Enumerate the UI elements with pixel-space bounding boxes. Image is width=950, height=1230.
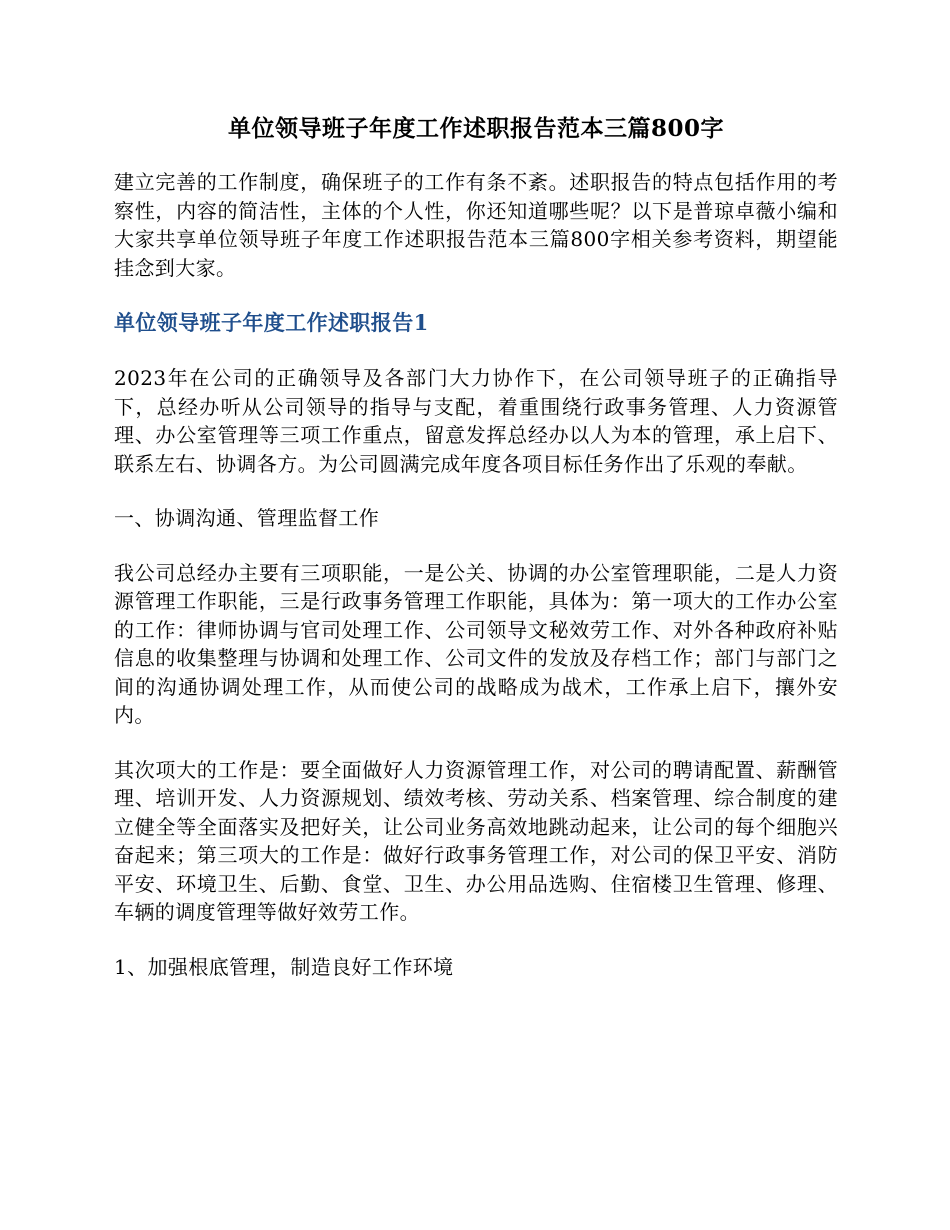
intro-paragraph: 建立完善的工作制度，确保班子的工作有条不紊。述职报告的特点包括作用的考察性，内容的简洁性，主体的个人性，你还知道哪些呢？以下是普琼卓薇小编和大家共享单位领导班子年度工作述职报告范本三篇800字相关参考资料，期望能挂念到大家。 <box>114 170 838 280</box>
section-heading-1: 单位领导班子年度工作述职报告1 <box>114 310 429 335</box>
subheading-basic-management: 1、加强根底管理，制造良好工作环境 <box>114 954 454 979</box>
section1-paragraph-1: 2023年在公司的正确领导及各部门大力协作下，在公司领导班子的正确指导下，总经办听从公司领导的指导与支配，着重围绕行政事务管理、人力资源管理、办公室管理等三项工作重点，留意发挥总经办以人为本的管理，承上启下、联系左右、协调各方。为公司圆满完成年度各项目标任务作出了乐观的奉献。 <box>114 366 838 476</box>
section1-paragraph-3: 其次项大的工作是：要全面做好人力资源管理工作，对公司的聘请配置、薪酬管理、培训开发、人力资源规划、绩效考核、劳动关系、档案管理、综合制度的建立健全等全面落实及把好关，让公司业务高效地跳动起来，让公司的每个细胞兴奋起来；第三项大的工作是：做好行政事务管理工作，对公司的保卫平安、消防平安、环境卫生、后勤、食堂、卫生、办公用品选购、住宿楼卫生管理、修理、车辆的调度管理等做好效劳工作。 <box>114 757 838 924</box>
document-title: 单位领导班子年度工作述职报告范本三篇800字 <box>227 115 724 142</box>
section1-paragraph-2: 我公司总经办主要有三项职能，一是公关、协调的办公室管理职能，二是人力资源管理工作职能，三是行政事务管理工作职能，具体为：第一项大的工作办公室的工作：律师协调与官司处理工作、公司领导文秘效劳工作、对外各种政府补贴信息的收集整理与协调和处理工作、公司文件的发放及存档工作；部门与部门之间的沟通协调处理工作，从而使公司的战略成为战术，工作承上启下，攘外安内。 <box>114 560 838 727</box>
subheading-coordination: 一、协调沟通、管理监督工作 <box>114 506 380 530</box>
document-page <box>114 112 838 1007</box>
